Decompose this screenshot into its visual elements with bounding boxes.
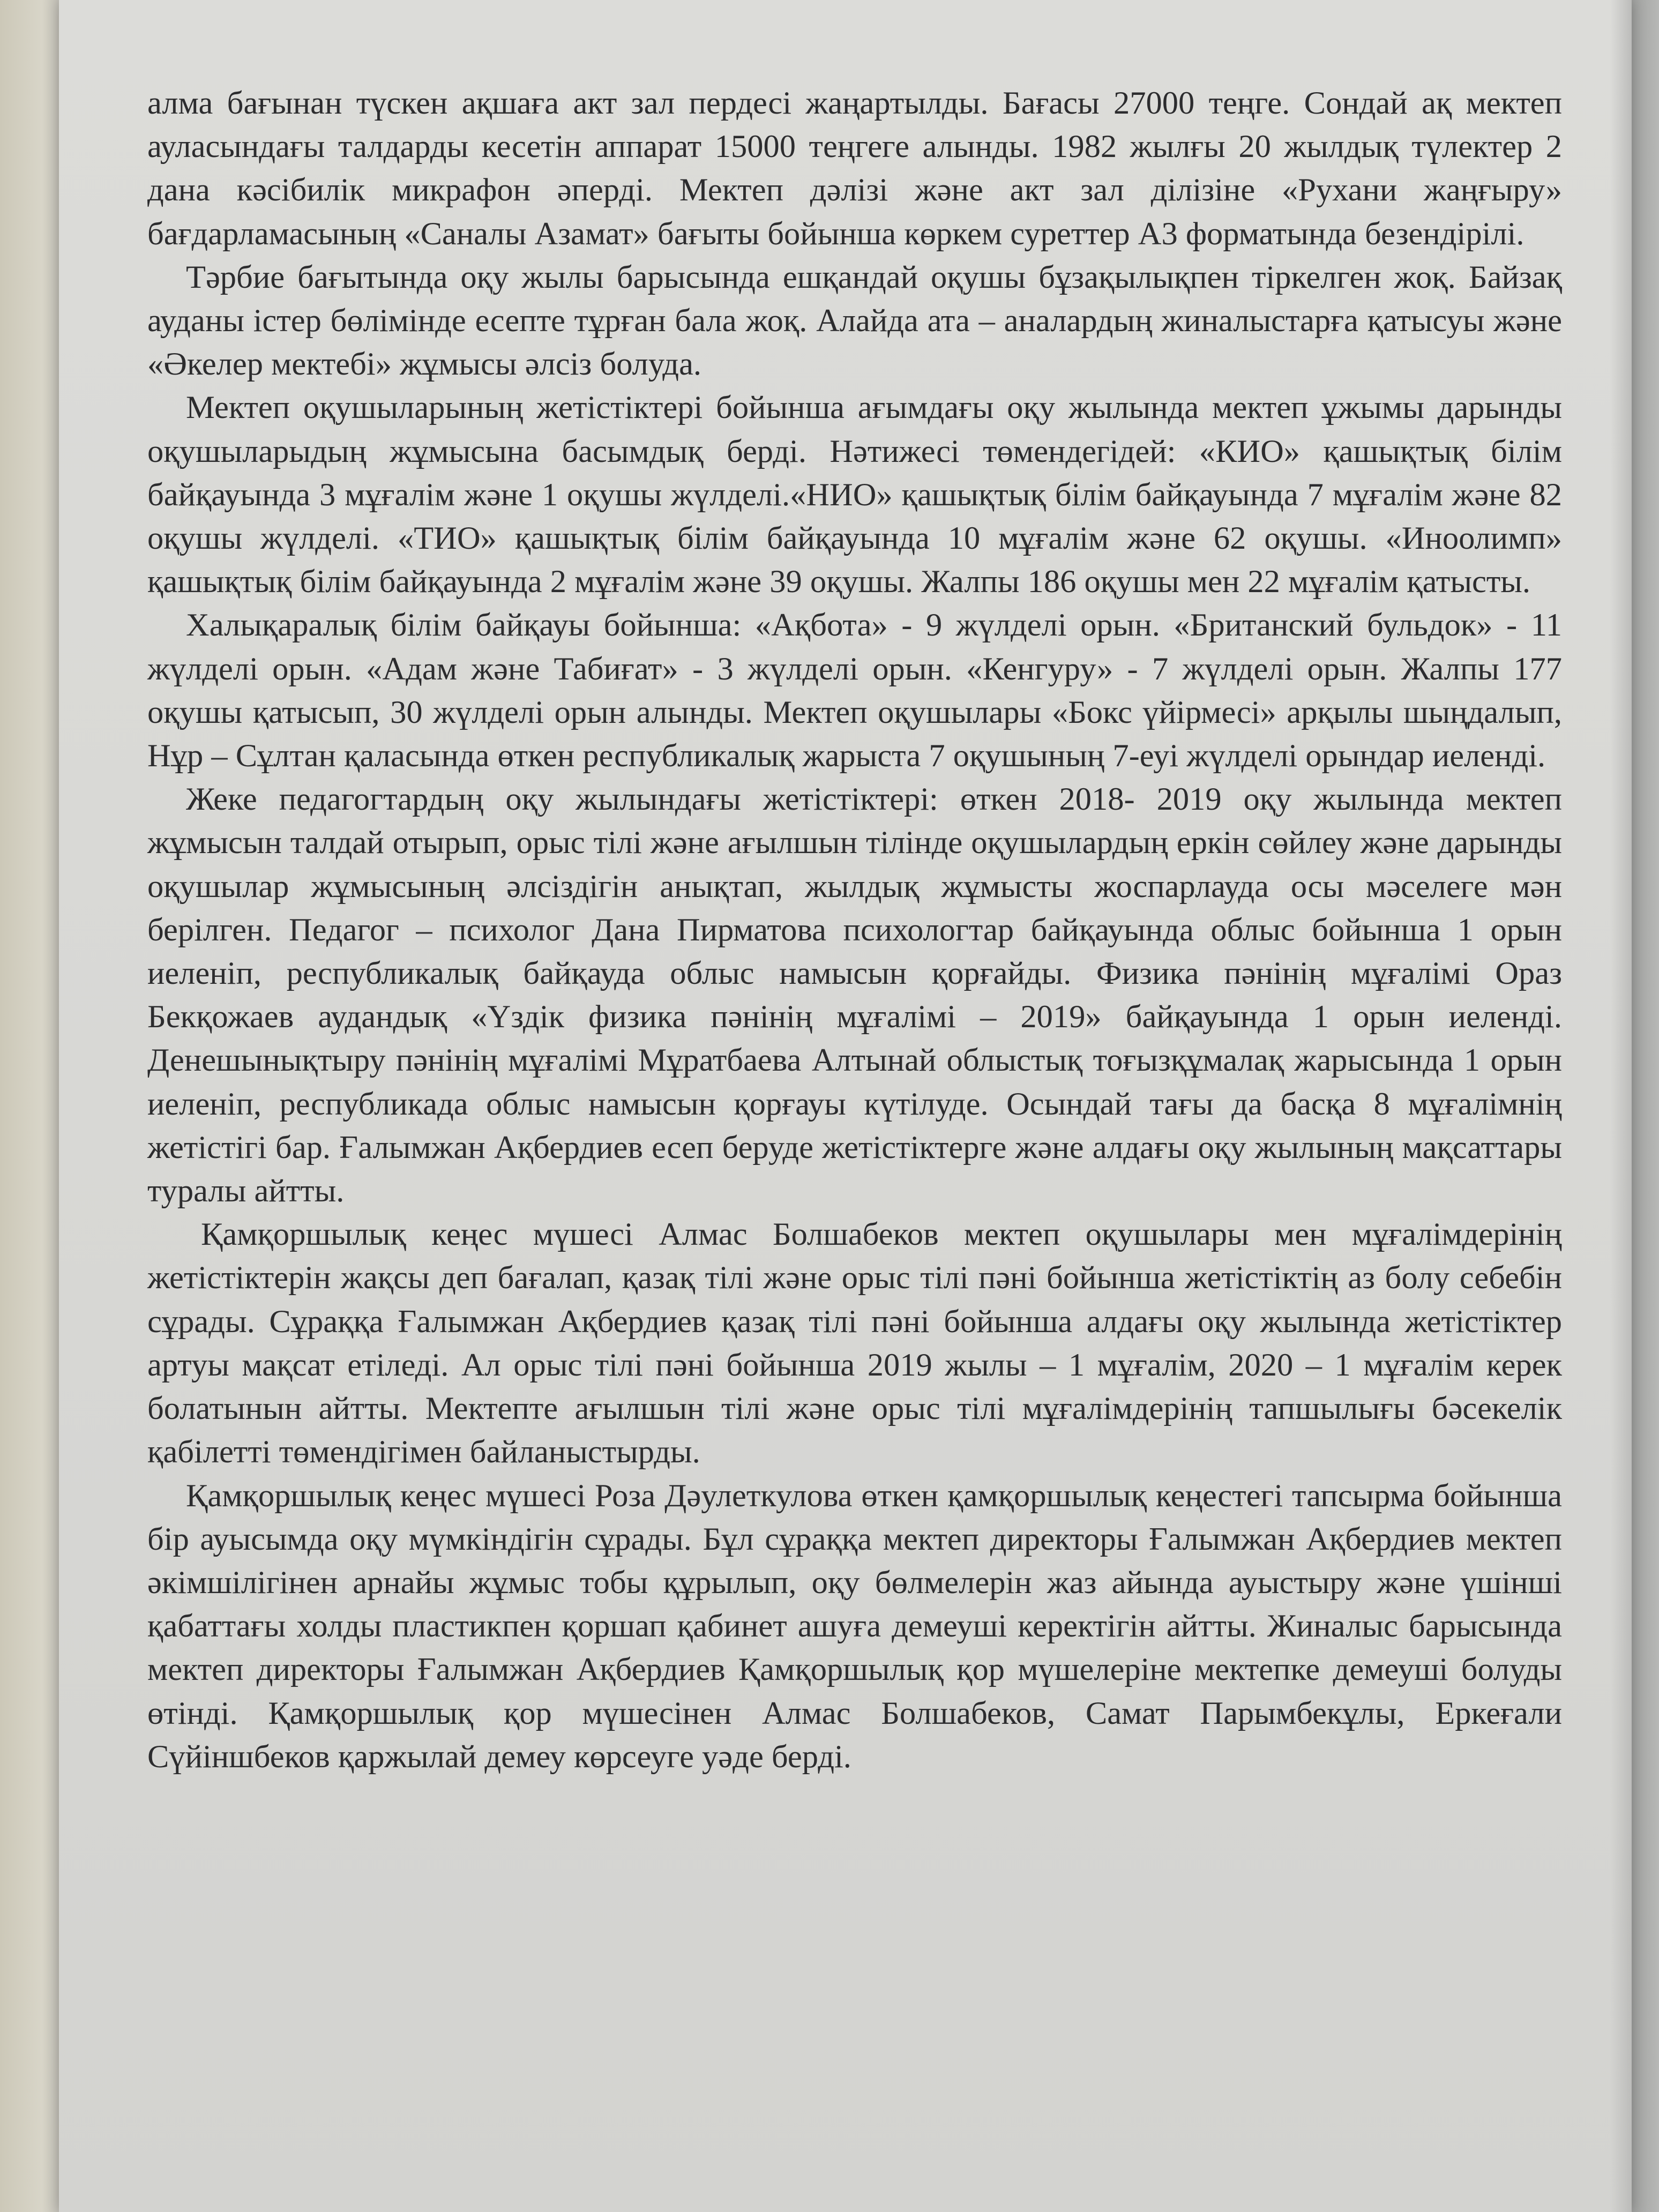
sheet-edge-shadow bbox=[1610, 0, 1632, 2212]
paragraph-teacher-achievements: Жеке педагогтардың оқу жылындағы жетістіктері: өткен 2018- 2019 оқу жылында мектеп жұмысын талдай отырып, орыс тілі және ағылшын тілінде оқушылардың еркін сөйлеу және дарынды оқушылар жұмысының әлсіздігін анықтап, жылдық жұмысты жоспарлауда осы мәселеге мән берілген. Педагог – психолог Дана Пирматова психологтар байқауында облыс бойынша 1 орын иеленіп, республикалық байқауда облыс намысын қорғайды. Физика пәнінің мұғалімі Ораз Бекқожаев аудандық «Үздік физика пәнінің мұғалімі – 2019» байқауында 1 орын иеленді. Денешынықтыру пәнінің мұғалімі Мұратбаева Алтынай облыстық тоғызқұмалақ жарысында 1 орын иеленіп, республикада облыс намысын қорғауы күтілуде. Осындай тағы да басқа 8 мұғалімнің жетістігі бар. Ғалымжан Ақбердиев есеп беруде жетістіктерге және алдағы оқу жылының мақсаттары туралы айтты. bbox=[147, 781, 1562, 1209]
paragraph-council-question-2: Қамқоршылық кеңес мүшесі Роза Дәулеткулова өткен қамқоршылық кеңестегі тапсырма бойынша бір ауысымда оқу мүмкіндігін сұрады. Бұл сұраққа мектеп директоры Ғалымжан Ақбердиев мектеп әкімшілігінен арнайы жұмыс тобы құрылып, оқу бөлмелерін жаз айында ауыстыру және үшінші қабаттағы холды пластикпен қоршап қабинет ашуға демеуші керектігін айтты. Жиналыс барысында мектеп директоры Ғалымжан Ақбердиев Қамқоршылық қор мүшелеріне мектепке демеуші болуды өтінді. Қамқоршылық қор мүшесінен Алмас Болшабеков, Самат Парымбекұлы, Еркеғали Сүйіншбеков қаржылай демеу көрсеуге уәде берді. bbox=[147, 1477, 1562, 1775]
paragraph-council-question-1: Қамқоршылық кеңес мүшесі Алмас Болшабеков мектеп оқушылары мен мұғалімдерінің жетістіктерін жақсы деп бағалап, қазақ тілі және орыс тілі пәні бойынша жетістіктің аз болу себебін сұрады. Сұраққа Ғалымжан Ақбердиев қазақ тілі пәні бойынша алдағы оқу жылында жетістіктер артуы мақсат етіледі. Ал орыс тілі пәні бойынша 2019 жылы – 1 мұғалім, 2020 – 1 мұғалім керек болатынын айтты. Мектепте ағылшын тілі және орыс тілі мұғалімдерінің тапшылығы бәсекелік қабілетті төмендігімен байланыстырды. bbox=[147, 1216, 1562, 1470]
paragraph-student-achievements: Мектеп оқушыларының жетістіктері бойынша ағымдағы оқу жылында мектеп ұжымы дарынды оқушыларыдың жұмысына басымдық берді. Нәтижесі төмендегідей: «КИО» қашықтық білім байқауында 3 мұғалім және 1 оқушы жүлделі.«НИО» қашықтық білім байқауында 7 мұғалім және 82 оқушы жүлделі. «ТИО» қашықтық білім байқауында 10 мұғалім және 62 оқушы. «Иноолимп» қашықтық білім байқауында 2 мұғалім және 39 оқушы. Жалпы 186 оқушы мен 22 мұғалім қатысты. bbox=[147, 390, 1562, 600]
paragraph-continuation: алма бағынан түскен ақшаға акт зал пердесі жаңартылды. Бағасы 27000 теңге. Сондай ақ мектеп ауласындағы талдарды кесетін аппарат 15000 теңгеге алынды. 1982 жылғы 20 жылдық түлектер 2 дана кәсібилік микрафон әперді. Мектеп дәлізі және акт зал ділізіне «Рухани жаңғыру» бағдарламасының «Саналы Азамат» бағыты бойынша көркем суреттер А3 форматында безендірілі. bbox=[147, 85, 1562, 252]
desk-background-right bbox=[1627, 0, 1659, 2212]
document-body bbox=[147, 81, 1562, 1778]
paragraph-international-contests: Халықаралық білім байқауы бойынша: «Ақбота» - 9 жүлделі орын. «Британский бульдок» - 11 жүлделі орын. «Адам және Табиғат» - 3 жүлделі орын. «Кенгуру» - 7 жүлделі орын. Жалпы 177 оқушы қатысып, 30 жүлделі орын алынды. Мектеп оқушылары «Бокс үйірмесі» арқылы шыңдалып, Нұр – Сұлтан қаласында өткен республикалық жарыста 7 оқушының 7-еуі жүлделі орындар иеленді. bbox=[147, 607, 1562, 774]
paragraph-upbringing: Тәрбие бағытында оқу жылы барысында ешқандай оқушы бұзақылықпен тіркелген жоқ. Байзақ ауданы істер бөлімінде есепте тұрған бала жоқ. Алайда ата – аналардың жиналыстарға қатысуы және «Әкелер мектебі» жұмысы әлсіз болуда. bbox=[147, 259, 1562, 383]
